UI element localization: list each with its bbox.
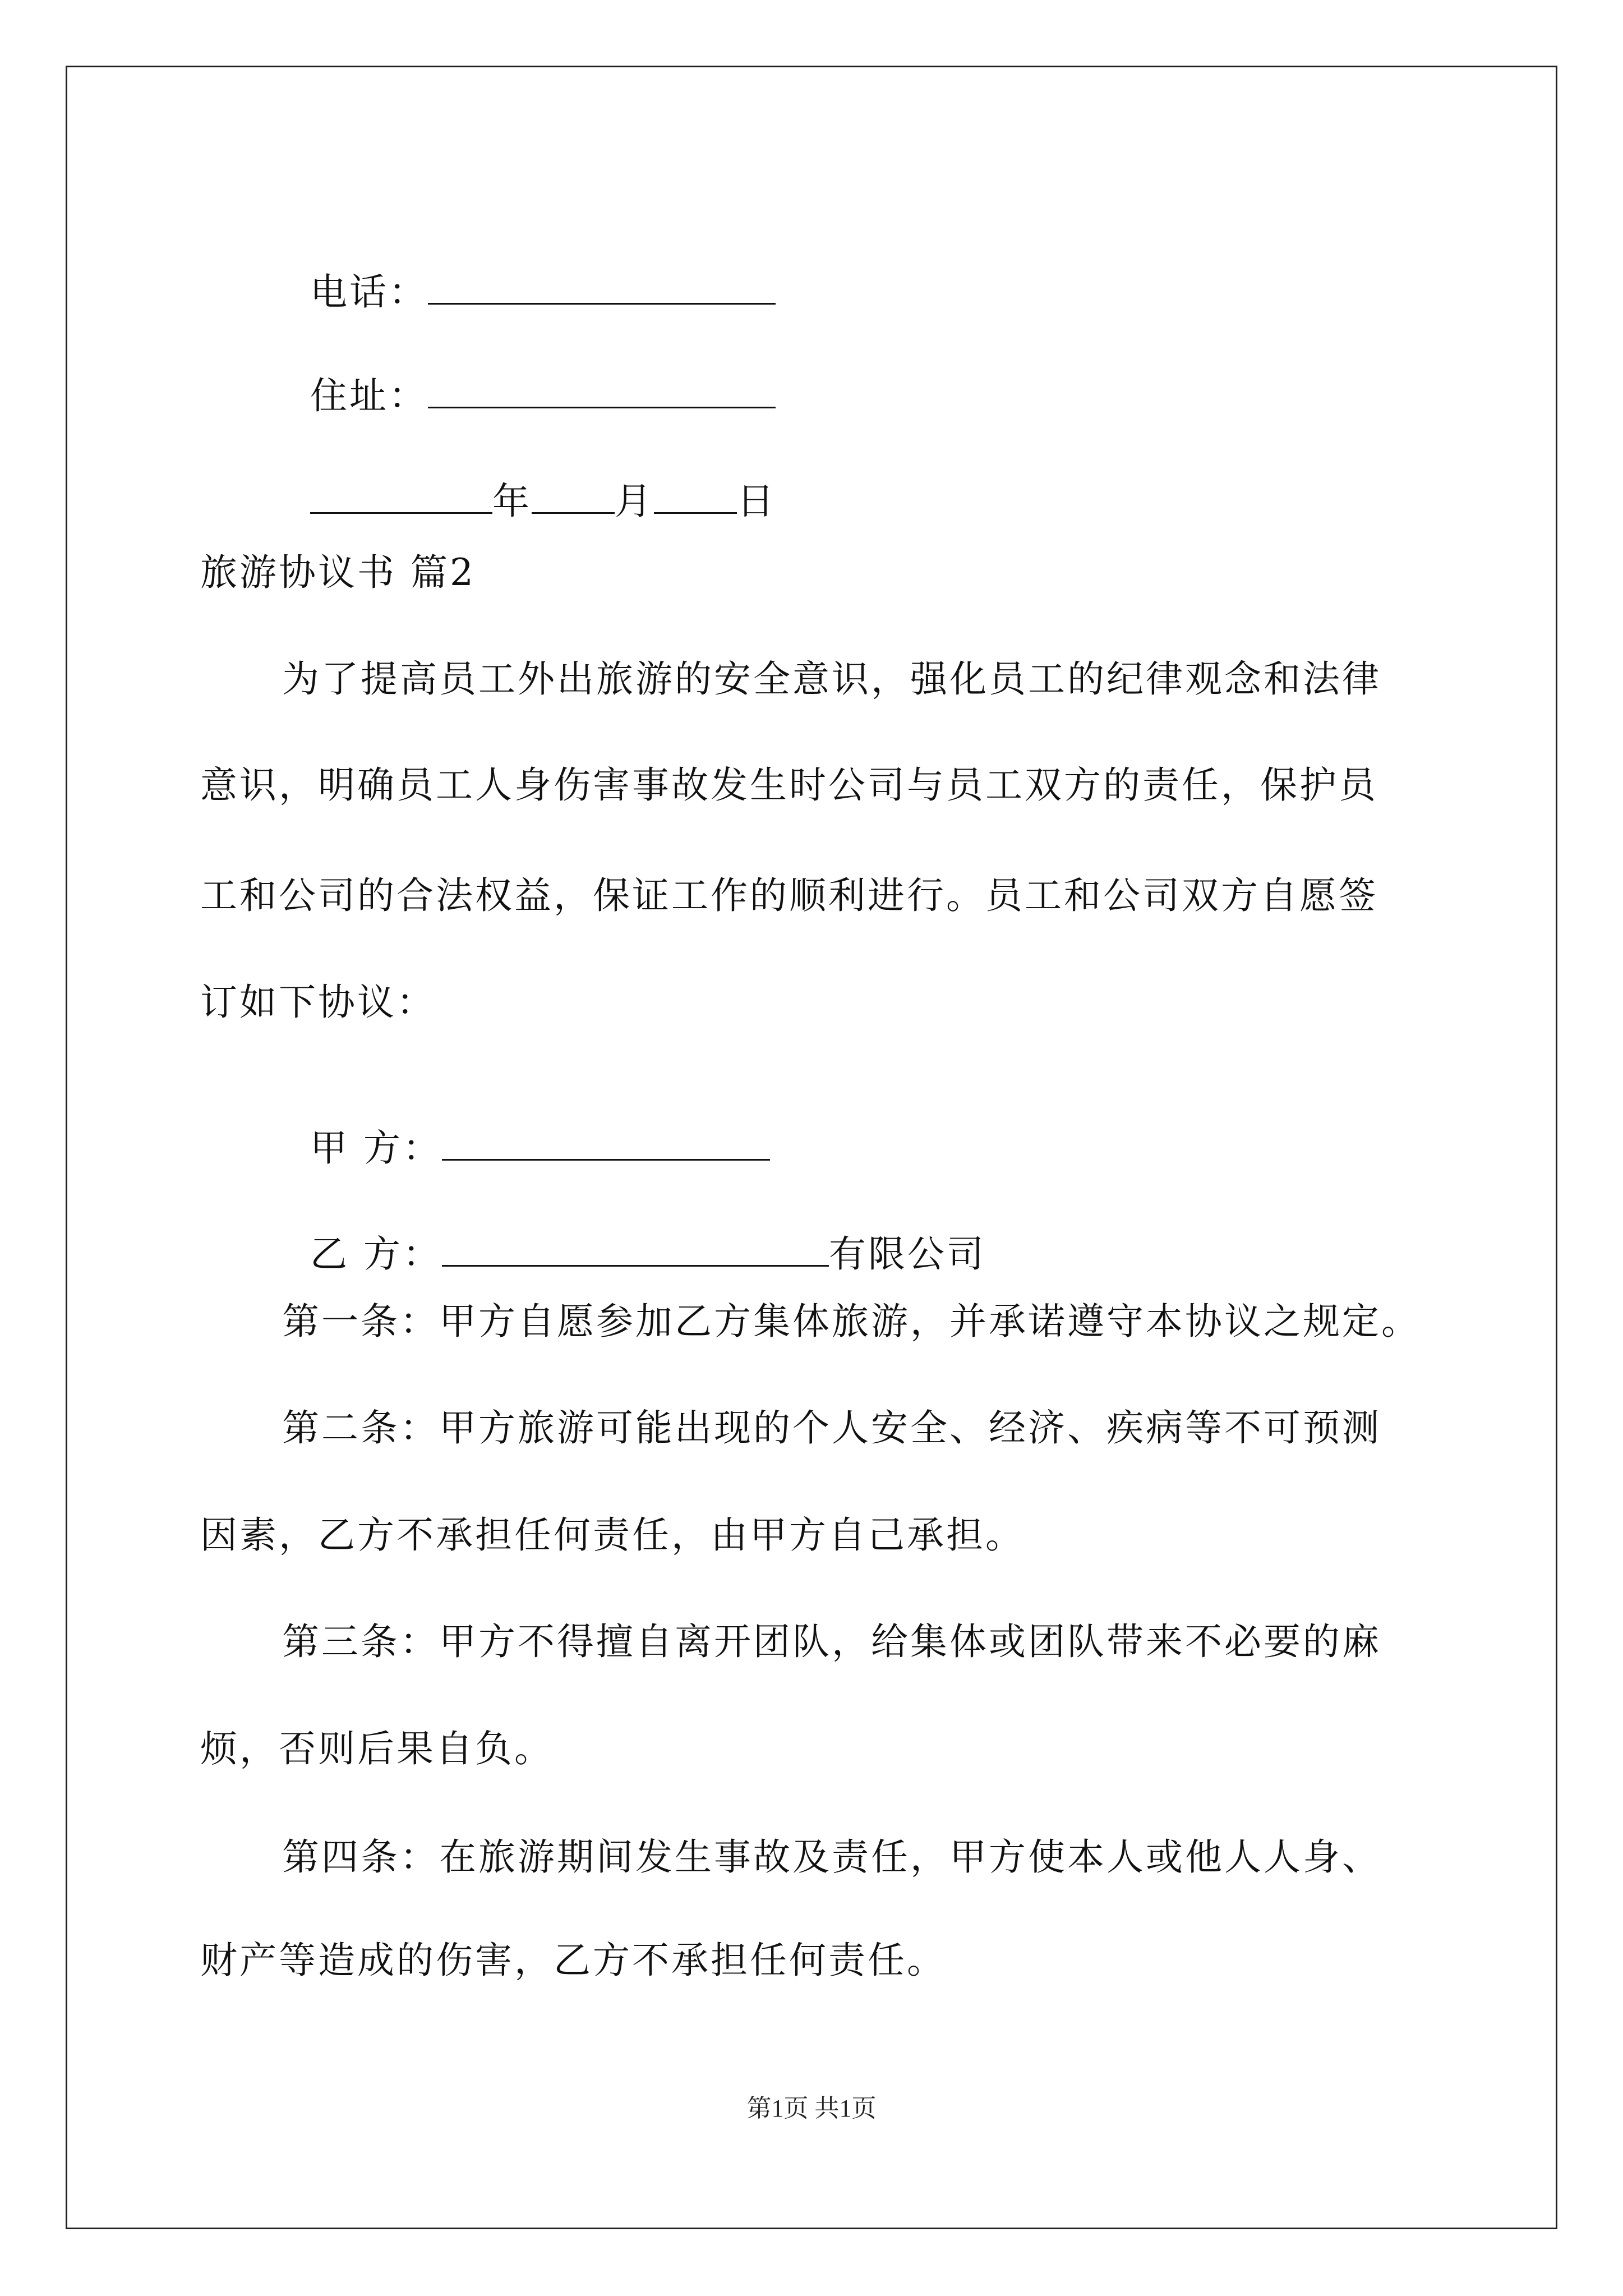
page-footer: 第1页 共1页 (746, 2095, 877, 2122)
year-blank (310, 481, 492, 514)
article-2-line-2: 因素，乙方不承担任何责任，由甲方自己承担。 (200, 1513, 1025, 1557)
party-a-line (282, 1091, 770, 1170)
party-a-blank (442, 1128, 770, 1161)
phone-blank (428, 272, 776, 305)
date-year: 年 (492, 480, 532, 523)
date-day: 日 (736, 480, 776, 523)
address-blank (428, 375, 776, 408)
article-1-line-1: 第一条：甲方自愿参加乙方集体旅游，并承诺遵守本协议之规定。 (282, 1300, 1421, 1343)
article-2-line-1: 第二条：甲方旅游可能出现的个人安全、经济、疾病等不可预测 (282, 1406, 1381, 1450)
section-title: 旅游协议书 篇2 (200, 551, 476, 594)
intro-line-1: 为了提高员工外出旅游的安全意识，强化员工的纪律观念和法律 (282, 657, 1381, 701)
month-blank (532, 481, 615, 514)
article-4-line-1: 第四条：在旅游期间发生事故及责任，甲方使本人或他人人身、 (282, 1835, 1381, 1879)
article-3-line-1: 第三条：甲方不得擅自离开团队，给集体或团队带来不必要的麻 (282, 1620, 1381, 1663)
article-4-line-2: 财产等造成的伤害，乙方不承担任何责任。 (200, 1939, 946, 1982)
party-a-label: 甲 方： (310, 1126, 442, 1170)
date-line (282, 444, 776, 523)
party-b-blank (442, 1234, 829, 1267)
party-b-suffix: 有限公司 (828, 1232, 986, 1276)
day-blank (654, 481, 737, 514)
intro-line-3: 工和公司的合法权益，保证工作的顺利进行。员工和公司双方自愿签 (200, 874, 1378, 917)
address-label: 住址： (310, 374, 428, 418)
phone-label: 电话： (310, 270, 428, 314)
intro-line-4: 订如下协议： (200, 981, 436, 1024)
article-3-line-2: 烦，否则后果自负。 (200, 1727, 554, 1770)
date-month: 月 (614, 480, 654, 523)
address-line (282, 338, 776, 418)
intro-line-2: 意识，明确员工人身伤害事故发生时公司与员工双方的责任，保护员 (200, 763, 1378, 807)
party-b-line (282, 1197, 986, 1276)
phone-line (282, 234, 776, 314)
party-b-label: 乙 方： (310, 1232, 442, 1276)
